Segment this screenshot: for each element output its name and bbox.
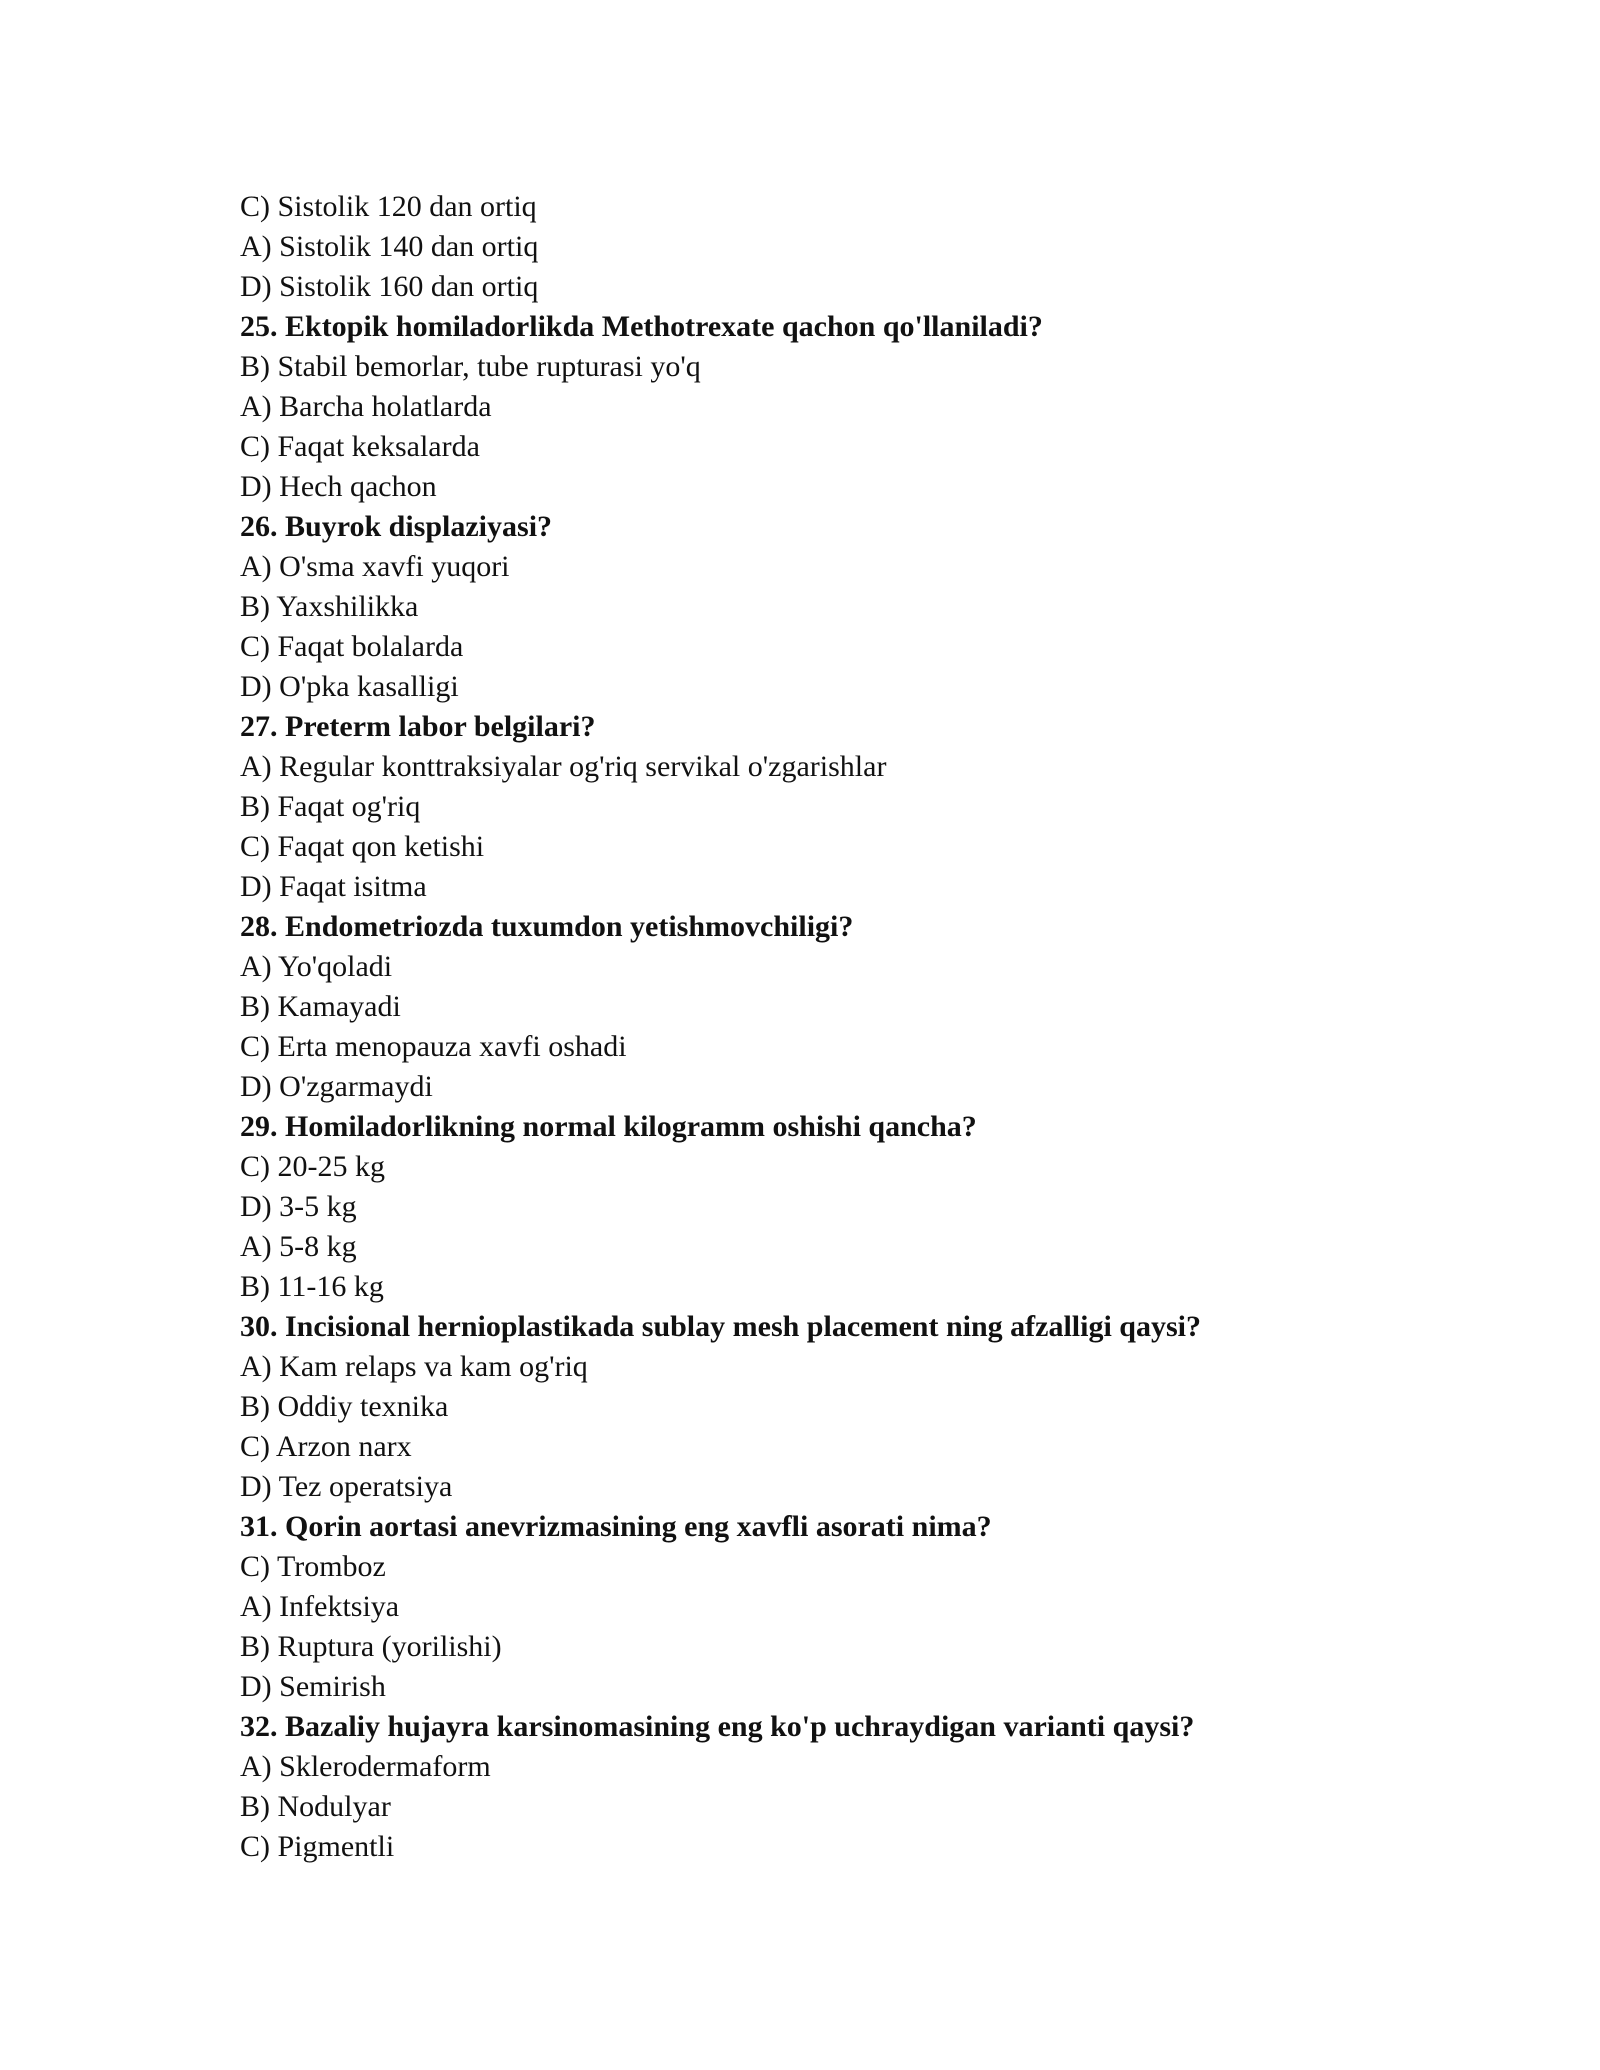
answer-option: C) Faqat qon ketishi xyxy=(240,830,485,863)
answer-option: C) 20-25 kg xyxy=(240,1150,385,1183)
answer-option: D) Semirish xyxy=(240,1670,386,1703)
answer-option: D) Hech qachon xyxy=(240,470,437,503)
answer-option: C) Arzon narx xyxy=(240,1430,412,1463)
answer-option: D) O'pka kasalligi xyxy=(240,670,459,703)
answer-option: B) Stabil bemorlar, tube rupturasi yo'q xyxy=(240,350,701,383)
answer-option: B) Ruptura (yorilishi) xyxy=(240,1630,502,1663)
answer-option: D) O'zgarmaydi xyxy=(240,1070,433,1103)
answer-option: C) Tromboz xyxy=(240,1550,386,1583)
question-heading: 32. Bazaliy hujayra karsinomasining eng ko'p uchraydigan varianti qaysi? xyxy=(240,1710,1195,1743)
answer-option: D) Sistolik 160 dan ortiq xyxy=(240,270,539,303)
answer-option: A) Infektsiya xyxy=(240,1590,400,1623)
answer-option: B) Nodulyar xyxy=(240,1790,391,1823)
question-heading: 27. Preterm labor belgilari? xyxy=(240,710,596,743)
answer-option: B) Yaxshilikka xyxy=(240,590,419,623)
answer-option: C) Sistolik 120 dan ortiq xyxy=(240,190,537,223)
document-body xyxy=(240,187,1440,1867)
answer-option: A) Sklerodermaform xyxy=(240,1750,491,1783)
answer-option: C) Pigmentli xyxy=(240,1830,395,1863)
answer-option: A) Kam relaps va kam og'riq xyxy=(240,1350,588,1383)
answer-option: A) O'sma xavfi yuqori xyxy=(240,550,510,583)
question-heading: 29. Homiladorlikning normal kilogramm oshishi qancha? xyxy=(240,1110,977,1143)
question-heading: 25. Ektopik homiladorlikda Methotrexate qachon qo'llaniladi? xyxy=(240,310,1043,343)
question-heading: 26. Buyrok displaziyasi? xyxy=(240,510,553,543)
answer-option: B) Faqat og'riq xyxy=(240,790,421,823)
answer-option: D) Faqat isitma xyxy=(240,870,427,903)
question-heading: 28. Endometriozda tuxumdon yetishmovchiligi? xyxy=(240,910,854,943)
answer-option: A) Sistolik 140 dan ortiq xyxy=(240,230,539,263)
answer-option: B) 11-16 kg xyxy=(240,1270,384,1303)
answer-option: C) Erta menopauza xavfi oshadi xyxy=(240,1030,627,1063)
answer-option: D) Tez operatsiya xyxy=(240,1470,453,1503)
answer-option: C) Faqat bolalarda xyxy=(240,630,464,663)
answer-option: D) 3-5 kg xyxy=(240,1190,357,1223)
question-heading: 31. Qorin aortasi anevrizmasining eng xavfli asorati nima? xyxy=(240,1510,992,1543)
question-heading: 30. Incisional hernioplastikada sublay mesh placement ning afzalligi qaysi? xyxy=(240,1310,1201,1343)
answer-option: A) Barcha holatlarda xyxy=(240,390,492,423)
answer-option: B) Kamayadi xyxy=(240,990,401,1023)
answer-option: A) Yo'qoladi xyxy=(240,950,393,983)
answer-option: A) Regular konttraksiyalar og'riq servikal o'zgarishlar xyxy=(240,750,887,783)
answer-option: B) Oddiy texnika xyxy=(240,1390,449,1423)
answer-option: A) 5-8 kg xyxy=(240,1230,357,1263)
answer-option: C) Faqat keksalarda xyxy=(240,430,480,463)
